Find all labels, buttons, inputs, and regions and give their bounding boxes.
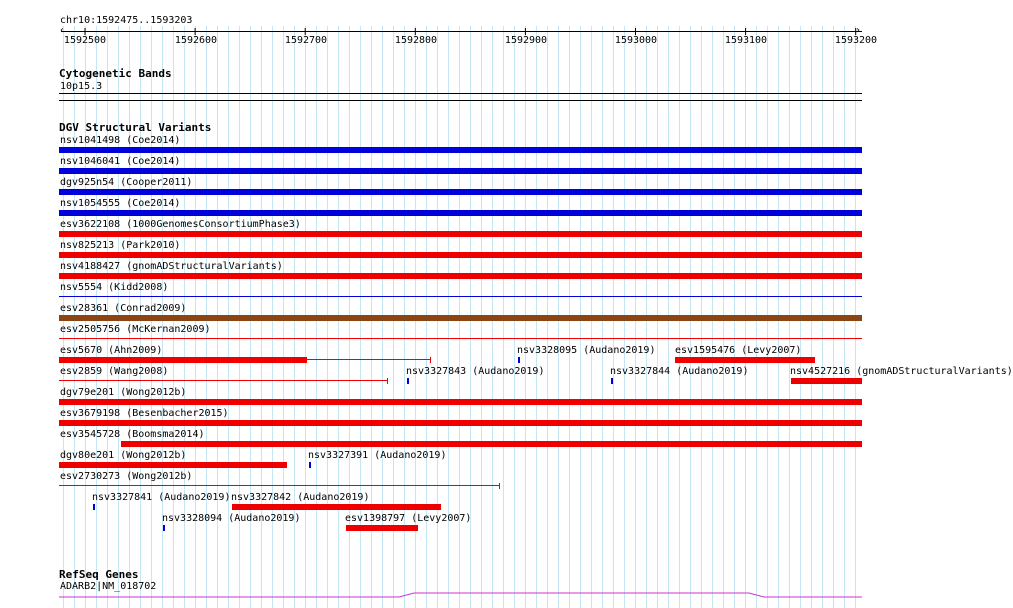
variant-label: nsv5554 (Kidd2008) xyxy=(60,282,169,293)
variant-feature[interactable] xyxy=(59,462,287,468)
refseq-track-title: RefSeq Genes xyxy=(59,568,139,581)
variant-feature[interactable] xyxy=(59,399,862,405)
variant-label: nsv3327843 (Audano2019) xyxy=(406,366,545,377)
variant-label: nsv3327844 (Audano2019) xyxy=(610,366,749,377)
variant-label: nsv825213 (Park2010) xyxy=(60,240,181,251)
variant-feature[interactable] xyxy=(121,441,862,447)
variant-label: nsv4527216 (gnomADStructuralVariants) xyxy=(790,366,1013,377)
variant-feature[interactable] xyxy=(93,504,95,510)
variant-label: nsv3328094 (Audano2019) xyxy=(162,513,301,524)
ruler-tick: 1593100 xyxy=(724,35,768,46)
ruler-right-arrow: › xyxy=(855,25,862,36)
variant-feature[interactable] xyxy=(407,378,409,384)
variant-label: esv1398797 (Levy2007) xyxy=(345,513,472,524)
variant-label-clip xyxy=(790,366,1013,377)
ruler-tick: 1593000 xyxy=(614,35,658,46)
variant-feature-cap xyxy=(499,483,500,489)
variant-feature-line[interactable] xyxy=(307,359,431,360)
variant-feature[interactable] xyxy=(611,378,613,384)
variant-label: esv3622108 (1000GenomesConsortiumPhase3) xyxy=(60,219,301,230)
variant-label: esv5670 (Ahn2009) xyxy=(60,345,163,356)
variant-feature[interactable] xyxy=(59,231,862,237)
variant-feature[interactable] xyxy=(59,189,862,195)
ruler-axis xyxy=(61,31,862,32)
variant-feature-cap xyxy=(387,378,388,384)
variant-feature[interactable] xyxy=(59,420,862,426)
variant-label: esv2505756 (McKernan2009) xyxy=(60,324,211,335)
variant-feature-cap xyxy=(430,357,431,363)
variant-label: dgv80e201 (Wong2012b) xyxy=(60,450,187,461)
variant-label: esv2730273 (Wong2012b) xyxy=(60,471,193,482)
ruler-tick: 1592500 xyxy=(63,35,107,46)
variant-label: dgv925n54 (Cooper2011) xyxy=(60,177,193,188)
variant-feature[interactable] xyxy=(232,504,441,510)
variant-feature[interactable] xyxy=(59,296,862,297)
variant-feature[interactable] xyxy=(59,338,862,339)
variant-feature[interactable] xyxy=(59,210,862,216)
variant-feature[interactable] xyxy=(163,525,165,531)
variant-feature[interactable] xyxy=(59,315,862,321)
variant-label: esv3679198 (Besenbacher2015) xyxy=(60,408,229,419)
dgv-track-title: DGV Structural Variants xyxy=(59,121,212,134)
variant-feature[interactable] xyxy=(59,147,862,153)
track-separator xyxy=(59,100,862,101)
variant-label: esv1595476 (Levy2007) xyxy=(675,345,802,356)
variant-label: esv28361 (Conrad2009) xyxy=(60,303,187,314)
variant-label: nsv1046041 (Coe2014) xyxy=(60,156,181,167)
variant-feature[interactable] xyxy=(59,168,862,174)
gene-label: ADARB2|NM_018702 xyxy=(60,581,157,592)
variant-label: esv2859 (Wang2008) xyxy=(60,366,169,377)
variant-feature[interactable] xyxy=(309,462,311,468)
variant-label: nsv3327841 (Audano2019) xyxy=(92,492,231,503)
variant-label: nsv1041498 (Coe2014) xyxy=(60,135,181,146)
variant-label: nsv3328095 (Audano2019) xyxy=(517,345,656,356)
ruler-tick: 1592900 xyxy=(504,35,548,46)
ruler-tick: 1592800 xyxy=(394,35,438,46)
variant-feature[interactable] xyxy=(518,357,520,363)
variant-feature[interactable] xyxy=(675,357,815,363)
ruler-tick: 1593200 xyxy=(834,35,878,46)
variant-label: nsv3327842 (Audano2019) xyxy=(231,492,370,503)
ruler-tick: 1592600 xyxy=(174,35,218,46)
variant-label: nsv1054555 (Coe2014) xyxy=(60,198,181,209)
variant-feature[interactable] xyxy=(59,273,862,279)
variant-feature[interactable] xyxy=(791,378,862,384)
variant-feature[interactable] xyxy=(346,525,418,531)
cytobands-track-title: Cytogenetic Bands xyxy=(59,67,172,80)
variant-label: esv3545728 (Boomsma2014) xyxy=(60,429,205,440)
range-label: chr10:1592475..1593203 xyxy=(60,15,193,26)
variant-label: nsv4188427 (gnomADStructuralVariants) xyxy=(60,261,283,272)
gene-feature[interactable] xyxy=(59,590,862,602)
variant-feature-line[interactable] xyxy=(59,380,388,381)
cytoband-label: 10p15.3 xyxy=(60,81,103,92)
variant-feature-line[interactable] xyxy=(59,485,500,486)
ruler-left-arrow: ‹ xyxy=(59,25,66,36)
cytoband-bar[interactable] xyxy=(59,93,862,94)
ruler-tick: 1592700 xyxy=(284,35,328,46)
variant-feature[interactable] xyxy=(59,357,307,363)
variant-label: dgv79e201 (Wong2012b) xyxy=(60,387,187,398)
variant-label: nsv3327391 (Audano2019) xyxy=(308,450,447,461)
variant-feature[interactable] xyxy=(59,252,862,258)
